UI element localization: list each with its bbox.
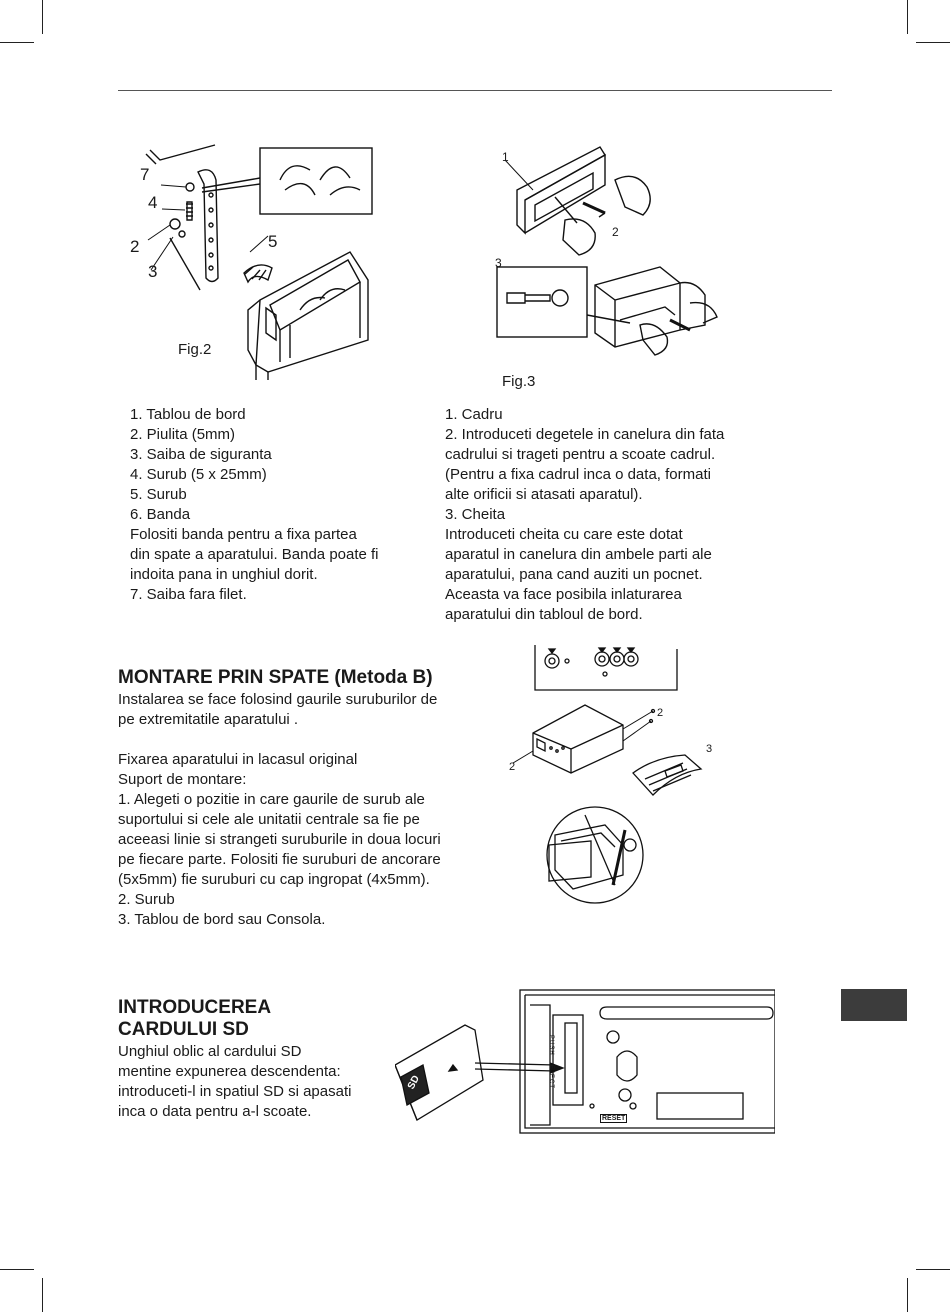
list-item: (Pentru a fixa cadrul inca o data, formati xyxy=(445,466,711,483)
crop-mark xyxy=(916,42,950,43)
crop-mark xyxy=(0,1269,34,1270)
rear-mount-section xyxy=(118,667,441,930)
list-item: 1. Tablou de bord xyxy=(130,406,246,423)
paragraph-line: Suport de montare: xyxy=(118,771,247,788)
fig3-illustration xyxy=(495,145,735,360)
list-item: 7. Saiba fara filet. xyxy=(130,586,247,603)
list-item: alte orificii si atasati aparatul). xyxy=(445,486,643,503)
section-heading: MONTARE PRIN SPATE (Metoda B) xyxy=(118,667,433,688)
list-item: Folositi banda pentru a fixa partea xyxy=(130,526,357,543)
sd-push-label: PUSH xyxy=(548,1035,554,1056)
list-item: 6. Banda xyxy=(130,506,191,523)
fig2-caption: Fig.2 xyxy=(178,341,212,358)
fig3-parts-list xyxy=(445,405,724,625)
crop-mark xyxy=(907,1278,908,1312)
list-item: aparatului din tabloul de bord. xyxy=(445,606,643,623)
header-rule xyxy=(118,90,832,91)
sd-logo: SD xyxy=(405,1073,423,1092)
list-item: aparatul in canelura din ambele parti ale xyxy=(445,546,712,563)
fig2-callout: 4 xyxy=(148,193,158,212)
rear-callout: 3 xyxy=(706,743,713,755)
crop-mark xyxy=(916,1269,950,1270)
reset-button-label: RESET xyxy=(602,1115,626,1122)
list-item: 1. Cadru xyxy=(445,406,503,423)
sd-eject-label: EJECT xyxy=(548,1065,554,1090)
list-item: 2. Piulita (5mm) xyxy=(130,426,236,443)
fig3-callout: 3 xyxy=(495,256,502,270)
crop-mark xyxy=(42,1278,43,1312)
crop-mark xyxy=(42,0,43,34)
rear-callout: 2 xyxy=(509,761,516,773)
paragraph-line: Unghiul oblic al cardului SD xyxy=(118,1043,302,1060)
list-item: Aceasta va face posibila inlaturarea xyxy=(445,586,682,603)
rear-callout: 2 xyxy=(657,707,664,719)
fig2-callout: 5 xyxy=(268,232,278,251)
paragraph-line: pe fiecare parte. Folositi fie suruburi de ancorare xyxy=(118,851,441,868)
list-item: 5. Surub xyxy=(130,486,187,503)
paragraph-line: suportului si cele ale unitatii centrale sa fie pe xyxy=(118,811,420,828)
page-tab-marker xyxy=(841,989,907,1021)
list-item: cadrului si trageti pentru a scoate cadrul. xyxy=(445,446,716,463)
list-item: indoita pana in unghiul dorit. xyxy=(130,566,318,583)
list-item: aparatului, pana cand auziti un pocnet. xyxy=(445,566,703,583)
fig2-callout: 3 xyxy=(148,262,158,281)
section-heading: CARDULUI SD xyxy=(118,1019,249,1040)
paragraph-line: aceeasi linie si strangeti suruburile in doua locuri xyxy=(118,831,441,848)
list-item: 3. Saiba de siguranta xyxy=(130,446,272,463)
fig3-caption: Fig.3 xyxy=(502,373,536,390)
list-item: Introduceti cheita cu care este dotat xyxy=(445,526,683,543)
paragraph-line: 3. Tablou de bord sau Consola. xyxy=(118,911,326,928)
crop-mark xyxy=(907,0,908,34)
paragraph-line: Instalarea se face folosind gaurile suruburilor de xyxy=(118,691,438,708)
paragraph-line: 1. Alegeti o pozitie in care gaurile de surub ale xyxy=(118,791,425,808)
paragraph-line: introduceti-l in spatiul SD si apasati xyxy=(118,1083,352,1100)
list-item: din spate a aparatului. Banda poate fi xyxy=(130,546,379,563)
crop-mark xyxy=(0,42,34,43)
fig3-callout: 2 xyxy=(612,225,619,239)
paragraph-line xyxy=(118,730,441,750)
fig2-illustration xyxy=(120,140,380,380)
paragraph-line: mentine expunerea descendenta: xyxy=(118,1063,341,1080)
sd-card-illustration xyxy=(395,985,775,1140)
sd-card-section xyxy=(118,997,351,1122)
paragraph-line: pe extremitatile aparatului . xyxy=(118,711,299,728)
fig2-parts-list xyxy=(130,405,379,605)
fig3-callout: 1 xyxy=(502,150,509,164)
fig2-callout: 7 xyxy=(140,165,150,184)
list-item: 3. Cheita xyxy=(445,506,506,523)
paragraph-line: inca o data pentru a-l scoate. xyxy=(118,1103,312,1120)
list-item: 2. Introduceti degetele in canelura din fata xyxy=(445,426,725,443)
paragraph-line: Fixarea aparatului in lacasul original xyxy=(118,751,358,768)
section-heading: INTRODUCEREA xyxy=(118,997,272,1018)
fig2-callout: 2 xyxy=(130,237,140,256)
paragraph-line: (5x5mm) fie suruburi cu cap ingropat (4x5mm). xyxy=(118,871,430,888)
paragraph-line: 2. Surub xyxy=(118,891,175,908)
list-item: 4. Surub (5 x 25mm) xyxy=(130,466,267,483)
rear-mount-illustration xyxy=(505,645,720,905)
